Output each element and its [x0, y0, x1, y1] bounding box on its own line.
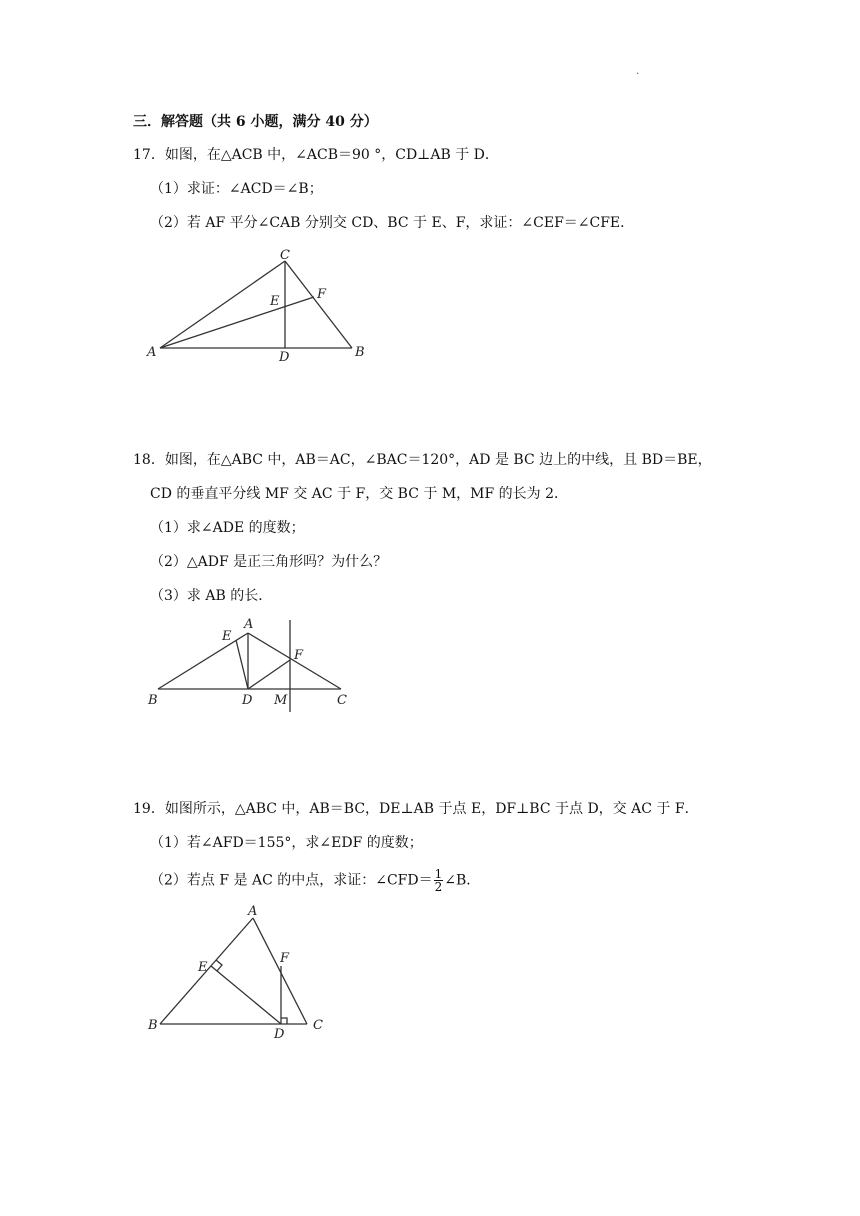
label-A: A	[244, 617, 254, 632]
label-E: E	[270, 294, 280, 309]
label-E: E	[198, 960, 208, 975]
problem-19-part-1: （1）若∠AFD＝155°，求∠EDF 的度数；	[150, 835, 423, 851]
segment-ED	[211, 966, 281, 1024]
right-angle-mark-E	[216, 960, 222, 971]
label-C: C	[313, 1018, 323, 1033]
problem-17-part-1: （1）求证：∠ACD＝∠B；	[150, 181, 323, 197]
problem-18-stem: 18．如图，在△ABC 中，AB＝AC，∠BAC＝120°，AD 是 BC 边上的中线，且 BD＝BE，	[133, 452, 712, 468]
label-F: F	[317, 287, 327, 302]
label-E: E	[222, 629, 232, 644]
label-D: D	[242, 693, 253, 708]
label-A: A	[147, 345, 157, 360]
problem-17-stem: 17．如图，在△ACB 中，∠ACB＝90 °，CD⊥AB 于 D．	[133, 147, 499, 163]
label-F: F	[294, 648, 304, 663]
section-title: 三．解答题（共 6 小题，满分 40 分）	[133, 114, 378, 130]
fraction-denominator: 2	[434, 880, 443, 894]
label-C: C	[337, 693, 347, 708]
problem-18-part-2: （2）△ADF 是正三角形吗？为什么？	[150, 554, 388, 570]
fraction-numerator: 1	[434, 867, 443, 881]
part-2-suffix: ∠B．	[444, 872, 481, 889]
right-angle-mark-D	[281, 1018, 287, 1024]
problem-18-stem-cont: CD 的垂直平分线 MF 交 AC 于 F，交 BC 于 M，MF 的长为 2．	[150, 486, 569, 502]
label-M: M	[274, 693, 288, 708]
label-B: B	[148, 693, 158, 708]
label-D: D	[279, 350, 290, 365]
page-mark: .	[636, 66, 640, 77]
problem-19-stem: 19．如图所示，△ABC 中，AB＝BC，DE⊥AB 于点 E，DF⊥BC 于点 D，交 AC 于 F．	[133, 801, 699, 817]
problem-18-part-3: （3）求 AB 的长．	[150, 588, 273, 604]
label-D: D	[274, 1027, 285, 1042]
label-A: A	[248, 904, 258, 919]
label-F: F	[280, 951, 290, 966]
part-2-text: （2）若点 F 是 AC 的中点，求证：∠CFD＝	[150, 872, 433, 889]
label-B: B	[355, 345, 365, 360]
problem-18-part-1: （1）求∠ADE 的度数；	[150, 520, 305, 536]
label-B: B	[148, 1018, 158, 1033]
label-C: C	[280, 248, 290, 263]
problem-17-part-2: （2）若 AF 平分∠CAB 分别交 CD、BC 于 E、F，求证：∠CEF＝∠CFE．	[150, 215, 635, 231]
